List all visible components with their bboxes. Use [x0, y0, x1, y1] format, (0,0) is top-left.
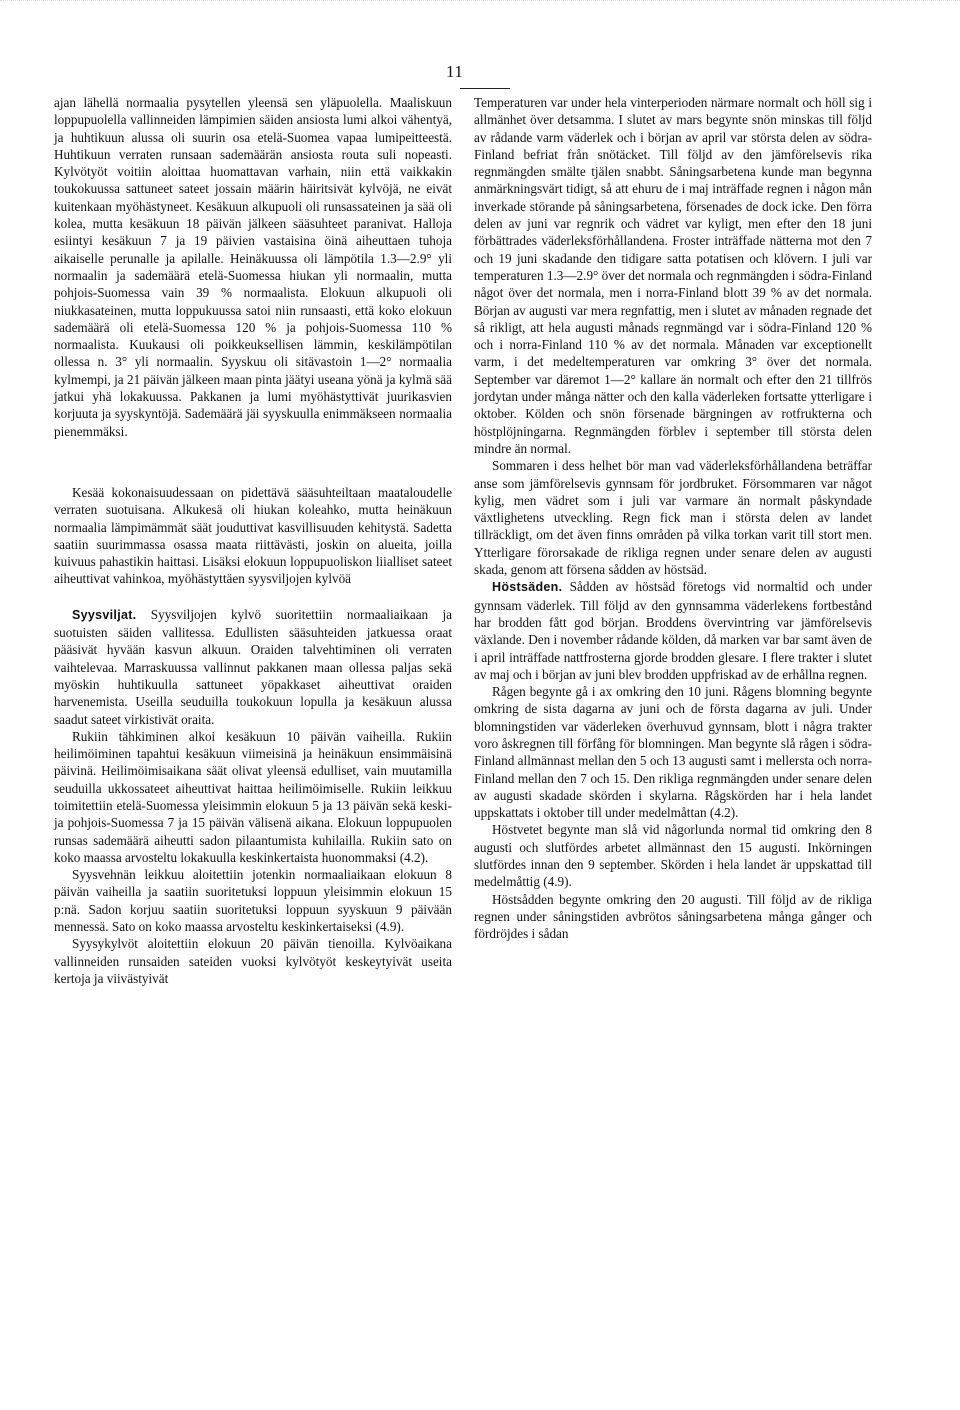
section-text-hostsaden: Sådden av höstsäd företogs vid normaltid och under gynnsam väderlek. Till följd av den gynnsamma väderlekens fortbestånd har brodden fått god början. Broddens övervintring var jämförelsevis växlande. Den i november rådande kölden, då marken var bar samt även de i april inträffade nattfrosterna gjorde brodden glesare. I flere trakter i slutet av maj och i början av juni blev brodden uppfriskad av de erhållna regnen. — [474, 579, 872, 682]
paragraph-rye-sv: Rågen begynte gå i ax omkring den 10 juni. Rågens blomning begynte omkring de sista dagarna av juni och de första dagarna av juli. Under blomningstiden var väderleken överhuvud gynnsam, blott i några trakter voro åskregnen till förfång för blomningen. Man begynte slå rågen i södra-Finland allmännast mellan den 5 och 13 augusti samt i mellersta och norra-Finland mellan den 7 och 15. Den rikliga regnmängden under senare delen av augusti skadade skörden i skylarna. Rågskörden har i hela landet uppskattats i oktober till under medelmåttan (4.2). — [474, 684, 872, 821]
left-column-finnish — [54, 94, 452, 987]
scan-edge — [0, 0, 960, 11]
paragraph-sowing-fi: Syysykylvöt aloitettiin elokuun 20 päivän tienoilla. Kylvöaikana vallinneiden runsaiden sateiden vuoksi kylvötyöt keskeytyivät useita kertoja ja viivästyivät — [54, 936, 452, 986]
paragraph-winter-wheat-sv: Höstvetet begynte man slå vid någorlunda normal tid omkring den 8 augusti och slutfördes arbetet allmännast den 15 augusti. Inkörningen slutfördes innan den 9 september. Skörden i hela landet är uppskattad till medelmåttig (4.9). — [474, 822, 872, 890]
paragraph-rye-fi: Rukiin tähkiminen alkoi kesäkuun 10 päivän vaiheilla. Rukiin heilimöiminen tapahtui kesäkuun viimeisinä ja heinäkuun ensimmäisinä päivinä. Heilimöimisaikana säät olivat yleensä edulliset, vain muutamilla seuduilla ukkossateet aiheuttivat haittaa heilimöimiselle. Rukiin leikkuu toimitettiin etelä-Suomessa yleisimmin elokuun 5 ja 13 päivän sekä keski- ja pohjois-Suomessa 7 ja 15 päivän välisenä aikana. Elokuun loppupuolen runsas sademäärä aiheutti sadon pilaantumista kuhilailla. Rukiin sato on koko maassa arvosteltu lokakuulla keskinkertaista huonommaksi (4.2). — [54, 728, 452, 865]
paragraph-weather-sv: Temperaturen var under hela vinterperioden närmare normalt och höll sig i allmänhet över detsamma. I slutet av mars begynte snön minskas till följd av rådande varm väderlek och i början av april var största delen av södra-Finland befriat från snötäcket. Till följd av den jämförelsevis rika regnmängden smälte tjälen snabbt. Såningsarbetena kunde man begynna anmärkningsvärt tidigt, så att ehuru de i maj inträffade regnen i någon mån inverkade störande på såningsarbetena, försenades de dock icke. Den förra delen av juni var regnrik och vädret var kyligt, men efter den 18 juni förbättrades väderleksförhållandena. Froster inträffade nätterna mot den 7 och 19 juni skadande den tidigare satta potatisen och klövern. I juli var temperaturen 1.3—2.9° över det normala och regnmängden i södra-Finland något över det normala, men i norra-Finland blott 39 % av det normala. Början av augusti var mera regnfattig, men i slutet av månaden regnade det så rikligt, att hela augusti månads regnmängd var i södra-Finland 120 % och i norra-Finland 110 % av det normala. Månaden var exceptionellt varm, i det medeltemperaturen var omkring 3° över det normala. September var däremot 1—2° kallare än normalt och efter den 21 tillfrös jordytan under många nätter och den kalla väderleken fortsatte ytterligare i oktober. Kölden och snön försenade bärgningen av rotfrukterna och höstplöjningarna. Regnmängden förblev i september till största delen mindre än normal. — [474, 95, 872, 456]
paragraph-summer-sv: Sommaren i dess helhet bör man vad väderleksförhållandena beträffar anse som jämförelsevis gynnsam för jordbruket. Försommaren var något kylig, men vädret som i juli var varmare än normalt påskyndade växtlighetens utveckling. Regn fick man i största delen av landet tillräckligt, om det även finns områden på vilka torkan varit till stort men. Ytterligare förorsakade de rikliga regnen under senare delen av augusti skada, genom att försena sådden av höstsäd. — [474, 458, 872, 578]
section-heading-syysviljat: Syysviljat. — [72, 607, 137, 622]
paragraph-summer-fi: Kesää kokonaisuudessaan on pidettävä sääsuhteiltaan maataloudelle verraten suotuisana. Alkukesä oli hiukan koleahko, mutta heinäkuun normaalia lämpimämmät säät jouduttivat kasvillisuuden kehitystä. Sadetta saatiin suurimmassa osassa maata riittävästi, joskin on alueita, joilla kuivuus pahastikin haittasi. Lisäksi elokuun loppupuoliskon liialliset sateet aiheuttivat vahinkoa, myöhästyttäen syysviljojen kylvöä — [54, 484, 452, 587]
page-number: 11 — [446, 62, 464, 81]
paragraph-sowing-sv: Höstsådden begynte omkring den 20 augusti. Till följd av de rikliga regnen under såningstiden avbrötos såningsarbetena många gånger och fördröjdes i sådan — [474, 891, 872, 942]
paragraph-winter-grain-fi — [54, 606, 452, 728]
header-rule — [460, 88, 510, 89]
right-column-swedish — [474, 94, 872, 943]
section-text-syysviljat: Syysviljojen kylvö suoritettiin normaaliaikaan ja suotuisten säiden vallitessa. Edullisten sääsuhteiden jatkuessa oraat pääsivät hyvään kasvun alkuun. Oraiden talvehtiminen oli verraten vaihtelevaa. Marraskuussa vallinnut pakkanen maan ollessa paljas sekä myöskin huhtikuulla sattuneet yöpakkaset aiheuttivat oraiden harvenemista. Useilla seuduilla toukokuun lopulla ja kesäkuun alussa saadut sateet virkistivät oraita. — [54, 606, 452, 727]
section-heading-hostsaden: Höstsäden. — [492, 580, 563, 595]
paragraph-weather-fi: ajan lähellä normaalia pysytellen yleensä sen yläpuolella. Maaliskuun loppupuolella vallinneiden lämpimien säiden ansiosta lumi alkoi vähentyä, ja huhtikuun alussa oli suurin osa etelä-Suomea vapaa lumipeitteestä. Huhtikuun verraten runsaan sademäärän ansiosta routa suli nopeasti. Kylvötyöt voitiin aloittaa huomattavan varhain, niin että vaikkakin toukokuussa sattuneet sateet jossain määrin häiritsivät kylvöjä, ne eivät kuitenkaan myöhästyneet. Kesäkuun alkupuoli oli runsassateinen ja sää oli kolea, mutta kesäkuun 18 päivän jälkeen sääsuhteet paranivat. Halloja esiintyi kesäkuun 7 ja 19 päivien vastaisina öinä aiheuttaen tuhoja aikaiselle perunalle ja apilalle. Heinäkuussa oli lämpötila 1.3—2.9° yli normaalin ja sademäärä etelä-Suomessa hiukan yli normaalin, mutta pohjois-Suomessa vain 39 % normaalista. Elokuun alkupuoli oli niukkasateinen, mutta loppukuussa satoi niin runsaasti, että koko elokuun sademäärä oli etelä-Suomessa 120 % ja pohjois-Suomessa 110 % normaalista. Kuukausi oli poikkeuksellisen lämmin, keskilämpötilan ollessa n. 3° yli normaalin. Syyskuu oli sitävastoin 1—2° normaalia kylmempi, ja 21 päivän jälkeen maan pinta jäätyi useana yönä ja kylmä sää jatkui yhä lokakuussa. Pakkanen ja lumi myöhästyttivät juurikasvien korjuuta ja syyskyntöjä. Sademäärä jäi syyskuulla enimmäkseen normaalia pienemmäksi. — [54, 95, 452, 439]
paragraph-winter-grain-sv — [474, 578, 872, 683]
paragraph-winter-wheat-fi: Syysvehnän leikkuu aloitettiin jotenkin normaaliaikaan elokuun 8 päivän vaiheilla ja saatiin suoritetuksi loppuun yleisimmin elokuun 15 p:nä. Sadon korjuu saatiin suoritetuksi loppuun syyskuun 9 päivään mennessä. Sato on koko maassa arvosteltu keskinkertaiseksi (4.9). — [54, 867, 452, 935]
